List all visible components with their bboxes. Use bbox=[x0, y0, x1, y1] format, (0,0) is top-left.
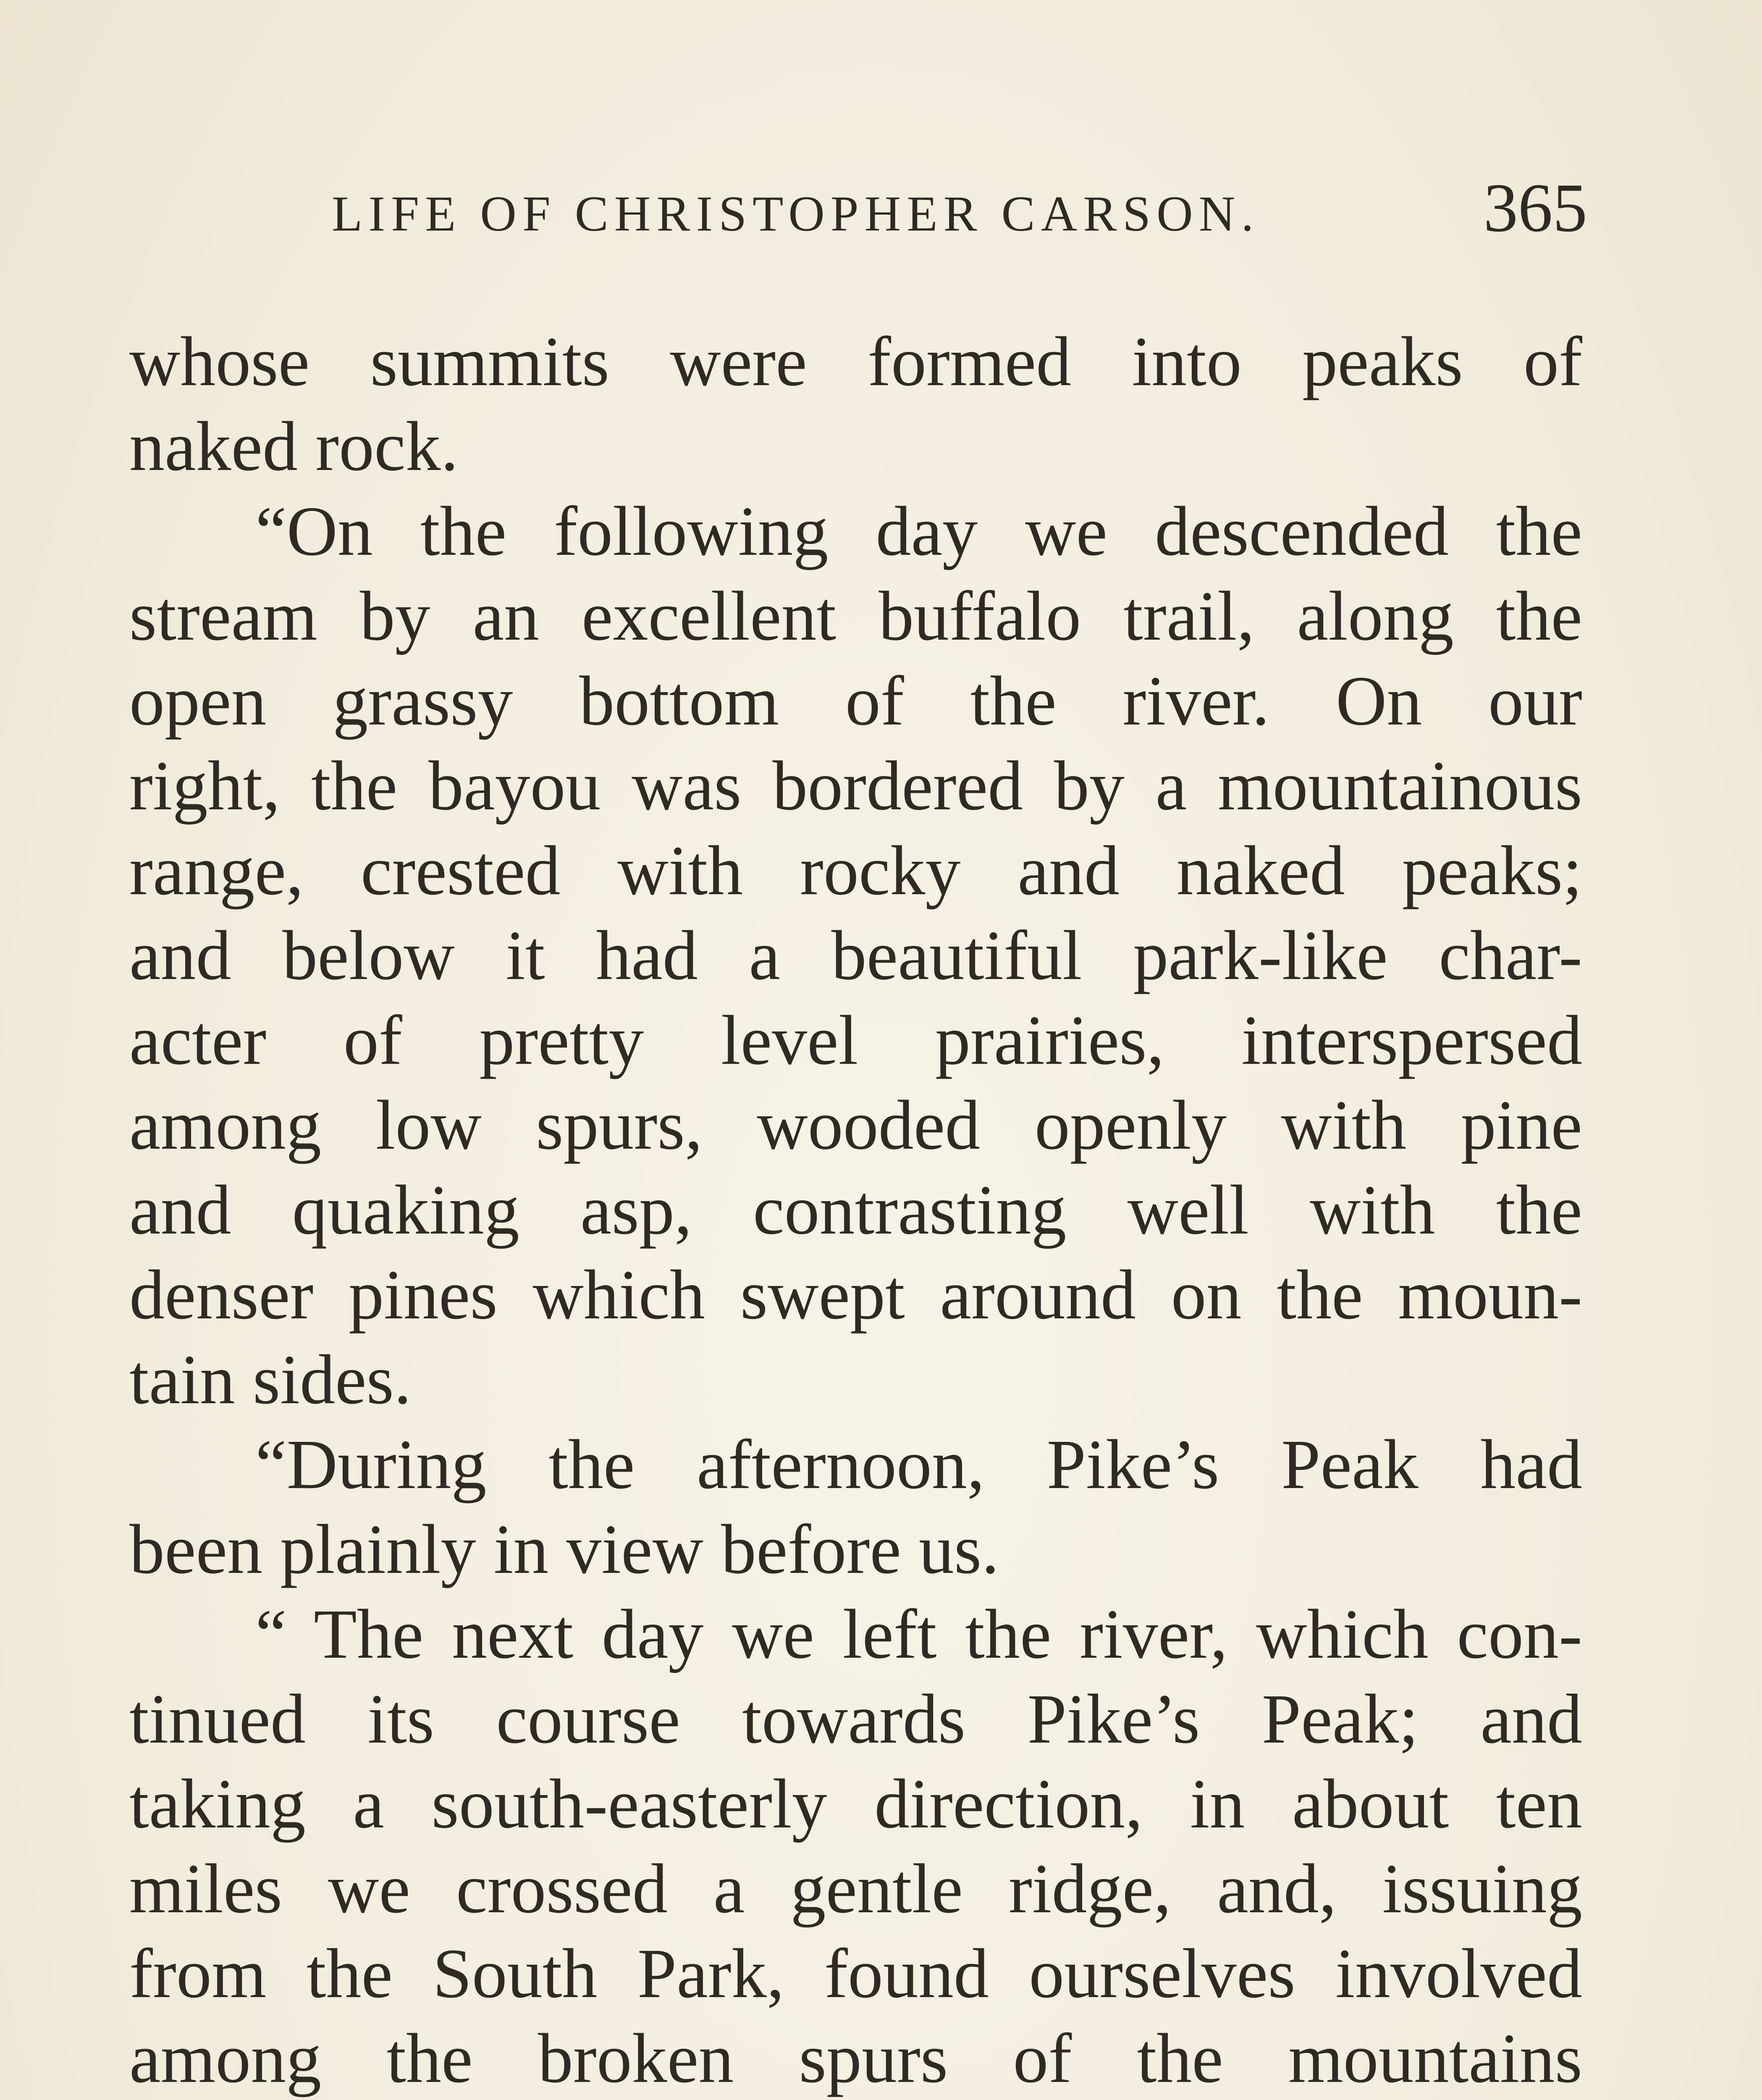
text-line: among the broken spurs of the mountains bbox=[129, 2019, 1582, 2097]
text-line: “On the following day we descended the bbox=[255, 492, 1582, 570]
text-line: denser pines which swept around on the moun- bbox=[129, 1256, 1582, 1334]
text-line: and quaking asp, contrasting well with the bbox=[129, 1171, 1582, 1249]
text-line: range, crested with rocky and naked peaks; bbox=[129, 832, 1582, 910]
text-line: naked rock. bbox=[129, 407, 459, 486]
text-line: and below it had a beautiful park-like char- bbox=[129, 916, 1582, 995]
text-line: “During the afternoon, Pike’s Peak had bbox=[255, 1425, 1582, 1504]
text-line: miles we crossed a gentle ridge, and, issuing bbox=[129, 1850, 1582, 1928]
text-line: whose summits were formed into peaks of bbox=[129, 323, 1582, 401]
text-line: among low spurs, wooded openly with pine bbox=[129, 1086, 1582, 1164]
text-line: tinued its course towards Pike’s Peak; and bbox=[129, 1680, 1582, 1758]
running-title: LIFE OF CHRISTOPHER CARSON. bbox=[332, 186, 1260, 242]
text-line: tain sides. bbox=[129, 1341, 412, 1419]
body-text bbox=[129, 319, 1582, 2100]
text-line: been plainly in view before us. bbox=[129, 1510, 999, 1588]
text-line: open grassy bottom of the river. On our bbox=[129, 662, 1582, 740]
text-line: stream by an excellent buffalo trail, along the bbox=[129, 577, 1582, 655]
text-line: acter of pretty level prairies, interspersed bbox=[129, 1001, 1582, 1079]
text-line: from the South Park, found ourselves involved bbox=[129, 1935, 1582, 2013]
running-head bbox=[126, 169, 1587, 260]
text-line: “ The next day we left the river, which con- bbox=[255, 1595, 1582, 1673]
text-line: taking a south-easterly direction, in about ten bbox=[129, 1765, 1582, 1843]
text-line: right, the bayou was bordered by a mountainous bbox=[129, 747, 1582, 825]
page-number: 365 bbox=[1483, 169, 1587, 246]
